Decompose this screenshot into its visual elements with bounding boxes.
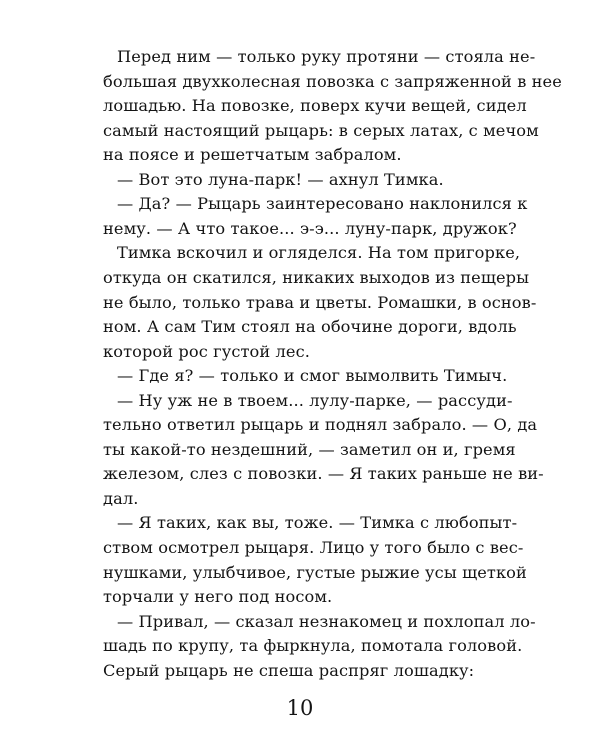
text-line: — Привал, — сказал незнакомец и похлопал ло- xyxy=(117,611,536,631)
text-line: Серый рыцарь не спеша распряг лошадку: xyxy=(103,660,475,680)
text-line: Перед ним — только руку протяни — стояла не- xyxy=(117,47,536,66)
text-line: ном. А сам Тим стоял на обочине дороги, вдоль xyxy=(103,317,517,337)
text-line: — Я таких, как вы, тоже. — Тимка с любопыт- xyxy=(117,513,518,533)
text-line: Тимка вскочил и огляделся. На том пригорке, xyxy=(117,243,521,263)
text-line: дал. xyxy=(103,488,139,508)
text-line: на поясе и решетчатым забралом. xyxy=(103,145,402,165)
text-line: — Где я? — только и смог вымолвить Тимыч. xyxy=(117,366,508,386)
text-line: — Ну уж не в твоем... лулу-парке, — рассуди- xyxy=(117,390,513,410)
text-line: шадь по крупу, та фыркнула, помотала головой. xyxy=(103,636,523,656)
text-line: — Да? — Рыцарь заинтересовано наклонился к xyxy=(117,194,528,214)
text-line: тельно ответил рыцарь и поднял забрало. — О, да xyxy=(103,415,538,435)
text-line: которой рос густой лес. xyxy=(103,341,311,361)
text-line: лошадью. На повозке, поверх кучи вещей, сидел xyxy=(103,96,527,116)
text-line: нему. — А что такое... э-э... луну-парк, дружок? xyxy=(103,218,517,238)
text-line: не было, только трава и цветы. Ромашки, в основ- xyxy=(103,292,537,312)
text-line: железом, слез с повозки. — Я таких раньше не ви- xyxy=(103,464,544,484)
text-line: большая двухколесная повозка с запряженной в нее xyxy=(103,71,562,91)
text-line: откуда он скатился, никаких выходов из пещеры xyxy=(103,267,530,287)
text-line: нушками, улыбчивое, густые рыжие усы щеткой xyxy=(103,562,527,582)
text-line: ты какой-то нездешний, — заметил он и, гремя xyxy=(103,439,516,459)
text-line: — Вот это луна-парк! — ахнул Тимка. xyxy=(117,169,444,189)
page-number: 10 xyxy=(286,696,314,721)
text-line: ством осмотрел рыцаря. Лицо у того было с вес- xyxy=(103,538,524,557)
text-line: самый настоящий рыцарь: в серых латах, с мечом xyxy=(103,120,539,140)
text-line: торчали у него под носом. xyxy=(103,587,333,607)
